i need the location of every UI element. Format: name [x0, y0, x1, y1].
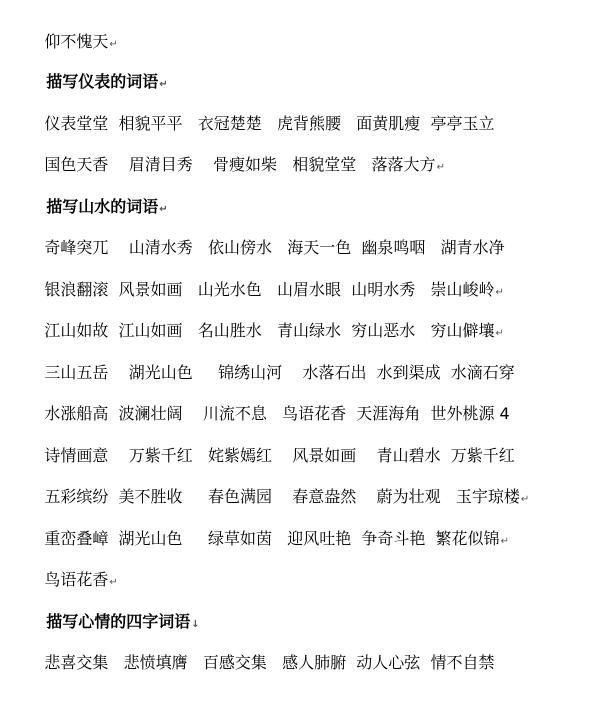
- line-text: 奇峰突兀 山清水秀 依山傍水 海天一色 幽泉鸣咽 湖青水净: [44, 238, 505, 257]
- word-line: [24, 378, 600, 423]
- line-text: 仰不愧天: [44, 32, 109, 51]
- line-text: 五彩缤纷 美不胜收 春色满园 春意盎然 蔚为壮观 玉宇琼楼: [44, 487, 520, 506]
- heading-text: 描写山水的词语: [46, 197, 159, 216]
- heading-text: 描写心情的四字词语: [46, 612, 191, 631]
- line-text: 鸟语花香: [44, 570, 109, 589]
- section-heading-landscape: [24, 171, 600, 216]
- heading-text: 描写仪表的词语: [46, 72, 159, 91]
- line-text: 重峦叠嶂 湖光山色 绿草如茵 迎风吐艳 争奇斗艳 繁花似锦: [44, 529, 500, 548]
- word-line: [24, 544, 600, 589]
- section-heading-appearance: [24, 46, 600, 91]
- return-mark: ↵: [159, 79, 168, 90]
- line-text: 国色天香 眉清目秀 骨瘦如柴 相貌堂堂 落落大方: [44, 155, 436, 174]
- word-line: [24, 461, 600, 506]
- line-text: 悲喜交集 悲愤填膺 百感交集 感人肺腑 动人心弦 情不自禁: [44, 653, 495, 672]
- word-line: [24, 420, 600, 465]
- line-text: 三山五岳 湖光山色 锦绣山河 水落石出 水到渠成 水滴石穿: [44, 363, 515, 382]
- line-text: 水涨船高 波澜壮阔 川流不息 鸟语花香 天涯海角 世外桃源 4: [44, 404, 510, 423]
- word-line: [24, 337, 600, 382]
- line-text: 仪表堂堂 相貌平平 衣冠楚楚 虎背熊腰 面黄肌瘦 亭亭玉立: [44, 114, 495, 133]
- return-mark: ↵: [436, 162, 445, 173]
- return-mark: ↵: [520, 494, 530, 505]
- word-line: [24, 129, 600, 174]
- line-text: 江山如故 江山如画 名山胜水 青山绿水 穷山恶水 穷山僻壤: [44, 321, 495, 340]
- word-line: [24, 212, 600, 257]
- word-line: [24, 627, 600, 672]
- word-line: [24, 88, 600, 133]
- return-mark: ↵: [159, 204, 168, 215]
- return-mark: ↵: [495, 328, 504, 339]
- word-line: [24, 503, 600, 548]
- section-heading-mood: [24, 586, 600, 631]
- line-text: 银浪翻滚 风景如画 山光水色 山眉水眼 山明水秀 崇山峻岭: [44, 280, 495, 299]
- line-text: 诗情画意 万紫千红 姹紫嫣红 风景如画 青山碧水 万紫千红: [44, 446, 515, 465]
- return-mark: ↓: [191, 619, 200, 630]
- word-line: [24, 254, 600, 299]
- return-mark: ↵: [109, 577, 118, 588]
- return-mark: ↵: [500, 536, 509, 547]
- return-mark: ↵: [495, 287, 504, 298]
- return-mark: ↵: [109, 39, 118, 50]
- word-line: [24, 295, 600, 340]
- top-line: [24, 6, 600, 51]
